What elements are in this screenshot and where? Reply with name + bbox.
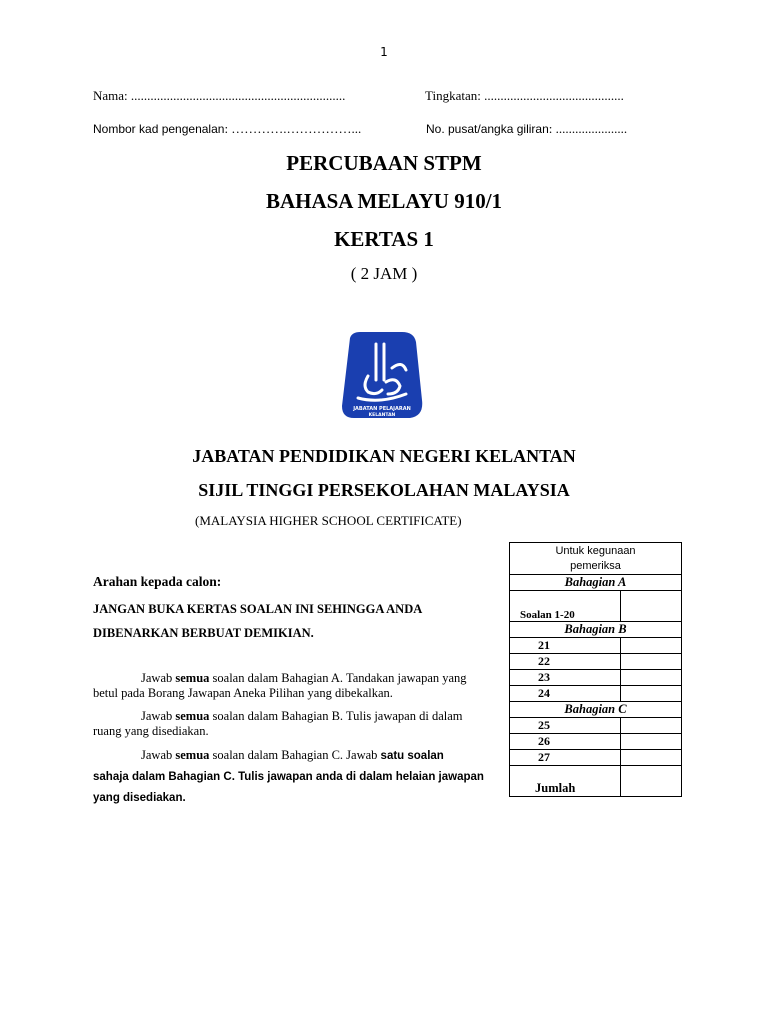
tingkatan-dots: ........................................... — [484, 88, 624, 103]
score-cell[interactable] — [621, 638, 682, 654]
question-number: 21 — [510, 638, 621, 654]
examiner-table-header — [510, 543, 682, 575]
question-number: 24 — [510, 686, 621, 702]
score-cell[interactable] — [621, 654, 682, 670]
p1-c: soalan dalam Bahagian A. Tandakan jawapan yang betul pada Borang Jawapan Aneka Pilihan yang dibekalkan. — [93, 671, 467, 700]
soalan-a-label: Soalan 1-20 — [510, 591, 621, 622]
p3-b: semua — [175, 748, 210, 762]
score-cell[interactable] — [621, 750, 682, 766]
p2-b: semua — [175, 709, 210, 723]
warning-line-2: DIBENARKAN BERBUAT DEMIKIAN. — [93, 626, 314, 640]
p2-c: soalan dalam Bahagian B. Tulis jawapan di dalam ruang yang disediakan. — [93, 709, 463, 738]
score-cell[interactable] — [621, 686, 682, 702]
pusat-label: No. pusat/angka giliran — [426, 122, 549, 136]
title-percubaan: PERCUBAAN STPM — [286, 151, 482, 175]
jabatan-logo — [340, 330, 424, 422]
p1-a: Jawab — [141, 671, 176, 685]
nama-dots: .................................................................. — [130, 88, 346, 103]
duration: ( 2 JAM ) — [350, 264, 418, 283]
p2-a: Jawab — [141, 709, 176, 723]
question-number: 22 — [510, 654, 621, 670]
logo-text-1: JABATAN PELAJARAN — [353, 406, 411, 412]
kad-label: Nombor kad pengenalan — [93, 122, 225, 136]
section-a-label: Bahagian A — [510, 575, 682, 591]
logo-text-2: KELANTAN — [368, 413, 396, 418]
nama-label: Nama: — [93, 88, 128, 103]
p3-a: Jawab — [141, 748, 176, 762]
instructions-heading: Arahan kepada calon: — [93, 574, 222, 589]
score-cell[interactable] — [621, 670, 682, 686]
examiner-header-line-2: pemeriksa — [570, 559, 621, 572]
total-score-cell[interactable] — [621, 766, 682, 797]
kad-field — [93, 121, 361, 137]
p1-b: semua — [175, 671, 210, 685]
section-c-label: Bahagian C — [510, 702, 682, 718]
org-line-1: JABATAN PENDIDIKAN NEGERI KELANTAN — [192, 446, 576, 466]
total-label: Jumlah — [510, 766, 621, 797]
title-kertas: KERTAS 1 — [334, 227, 434, 251]
question-number: 25 — [510, 718, 621, 734]
instruction-paragraph-3 — [93, 746, 493, 809]
tingkatan-label: Tingkatan: — [425, 88, 481, 103]
question-number: 23 — [510, 670, 621, 686]
kad-dots: : ………….……………... — [224, 121, 362, 136]
question-number: 26 — [510, 734, 621, 750]
nama-field — [93, 88, 345, 104]
section-b-label: Bahagian B — [510, 622, 682, 638]
instruction-paragraph-2 — [93, 709, 493, 739]
p3-d: satu soalan — [380, 750, 444, 762]
title-subject: BAHASA MELAYU 910/1 — [265, 189, 503, 213]
examiner-header-line-1: Untuk kegunaan — [555, 544, 636, 557]
score-cell[interactable] — [621, 718, 682, 734]
pusat-dots: : ...................... — [548, 121, 628, 136]
score-cell-a[interactable] — [621, 591, 682, 622]
org-line-2: SIJIL TINGGI PERSEKOLAHAN MALAYSIA — [198, 480, 570, 500]
org-line-3: (MALAYSIA HIGHER SCHOOL CERTIFICATE) — [195, 513, 462, 528]
warning-text — [93, 597, 513, 645]
pusat-field — [426, 121, 627, 137]
score-cell[interactable] — [621, 734, 682, 750]
examiner-table — [509, 542, 682, 797]
p3-c: soalan dalam Bahagian C. Jawab — [209, 748, 381, 762]
instruction-paragraph-1 — [93, 671, 493, 701]
page-number: 1 — [380, 45, 388, 59]
warning-line-1: JANGAN BUKA KERTAS SOALAN INI SEHINGGA ANDA — [93, 602, 423, 616]
tingkatan-field — [425, 88, 624, 104]
question-number: 27 — [510, 750, 621, 766]
p3-e: sahaja dalam Bahagian C. Tulis jawapan anda di dalam helaian jawapan yang disediakan. — [93, 771, 484, 804]
